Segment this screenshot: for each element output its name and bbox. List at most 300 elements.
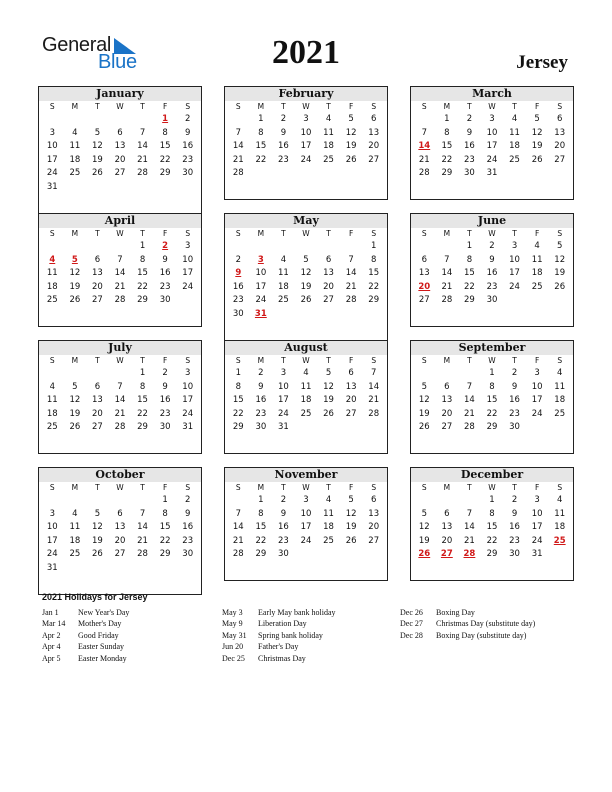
day-cell: 29 <box>486 549 498 559</box>
weekday-header: T <box>326 483 331 492</box>
day-cell: 16 <box>159 395 171 405</box>
month-january <box>38 86 202 214</box>
day-cell: 17 <box>182 395 194 405</box>
day-cell: 3 <box>184 368 191 378</box>
weekday-header: W <box>116 102 124 111</box>
day-cell: 21 <box>232 154 244 165</box>
weekday-header: M <box>443 229 451 238</box>
day-cell: 6 <box>348 368 354 378</box>
day-cell: 7 <box>139 127 146 138</box>
weekday-header: M <box>71 483 79 492</box>
day-cell: 1 <box>139 241 146 251</box>
day-cell: 31 <box>46 181 58 192</box>
day-cell: 16 <box>509 395 520 405</box>
day-cell: 3 <box>534 368 540 378</box>
holiday-day-cell: 27 <box>440 549 453 559</box>
day-cell: 15 <box>441 141 453 151</box>
day-cell: 5 <box>94 127 101 138</box>
day-cell: 23 <box>159 408 171 419</box>
brand-name-blue: Blue <box>98 51 137 73</box>
day-cell: 17 <box>486 141 498 151</box>
day-cell: 26 <box>345 535 357 546</box>
month-grid <box>39 228 201 308</box>
day-cell: 4 <box>325 495 332 505</box>
weekday-header: S <box>371 483 377 492</box>
empty-cell <box>64 367 87 381</box>
day-cell: 22 <box>255 535 267 546</box>
day-cell: 19 <box>92 154 103 165</box>
holiday-row <box>42 630 129 641</box>
weekday-header: S <box>185 229 191 238</box>
day-cell: 12 <box>92 522 103 532</box>
day-cell: 11 <box>69 522 81 532</box>
holiday-date: Dec 26 <box>400 608 423 617</box>
day-cell: 22 <box>486 408 498 419</box>
day-cell: 30 <box>159 422 171 432</box>
month-october <box>38 467 202 595</box>
day-cell: 6 <box>117 127 123 138</box>
weekday-header: M <box>443 102 451 111</box>
day-cell: 1 <box>444 114 450 124</box>
weekday-header: M <box>443 356 451 365</box>
holiday-date: Dec 27 <box>400 619 423 629</box>
day-cell: 15 <box>255 522 267 532</box>
month-december <box>410 467 574 581</box>
day-cell: 30 <box>159 295 171 305</box>
day-cell: 7 <box>466 508 473 519</box>
day-cell: 13 <box>323 268 334 278</box>
holiday-day-cell: 14 <box>418 141 431 151</box>
holiday-name: Liberation Day <box>258 619 307 629</box>
day-cell: 23 <box>278 154 289 165</box>
day-cell: 30 <box>509 422 520 432</box>
month-title: August <box>225 341 387 355</box>
weekday-header: W <box>302 483 310 492</box>
day-cell: 23 <box>509 535 520 546</box>
month-title: April <box>39 214 201 228</box>
day-cell: 21 <box>464 408 475 419</box>
day-cell: 3 <box>534 495 540 505</box>
day-cell: 20 <box>323 281 334 292</box>
day-cell: 14 <box>345 268 357 278</box>
empty-cell <box>413 240 436 254</box>
day-cell: 24 <box>182 408 194 419</box>
holiday-name: Spring bank holiday <box>258 630 323 640</box>
day-cell: 25 <box>46 295 58 305</box>
weekday-header: M <box>257 229 265 238</box>
holiday-day-cell: 25 <box>553 535 566 546</box>
empty-cell <box>250 240 273 254</box>
day-cell: 23 <box>255 408 267 419</box>
day-cell: 30 <box>232 308 244 319</box>
day-cell: 27 <box>114 168 126 178</box>
month-may <box>224 213 388 341</box>
month-title: December <box>411 468 573 482</box>
weekday-header: F <box>534 229 540 238</box>
day-cell: 28 <box>232 549 244 559</box>
day-cell: 7 <box>117 381 123 392</box>
day-cell: 26 <box>69 422 81 432</box>
weekday-header: M <box>257 356 265 365</box>
day-cell: 21 <box>137 535 148 546</box>
weekday-header: S <box>235 356 241 365</box>
day-cell: 16 <box>486 268 498 278</box>
day-cell: 18 <box>323 522 334 532</box>
day-cell: 16 <box>509 522 520 532</box>
day-cell: 11 <box>554 508 566 519</box>
day-cell: 22 <box>464 281 475 292</box>
weekday-header: S <box>185 356 191 365</box>
day-cell: 11 <box>323 127 334 138</box>
day-cell: 9 <box>511 508 518 519</box>
day-cell: 23 <box>278 535 289 546</box>
day-cell: 6 <box>370 495 377 505</box>
month-june <box>410 213 574 327</box>
day-cell: 15 <box>255 141 267 151</box>
weekday-header: M <box>257 483 265 492</box>
day-cell: 8 <box>489 381 495 392</box>
day-cell: 24 <box>531 535 543 546</box>
day-cell: 1 <box>162 495 168 505</box>
day-cell: 11 <box>300 381 312 392</box>
day-cell: 13 <box>441 522 453 532</box>
holiday-date: May 9 <box>222 619 243 629</box>
day-cell: 10 <box>182 381 194 392</box>
day-cell: 24 <box>182 281 194 292</box>
day-cell: 21 <box>345 281 357 292</box>
day-cell: 7 <box>466 381 473 392</box>
empty-cell <box>86 240 109 254</box>
month-grid <box>411 355 573 435</box>
day-cell: 20 <box>368 522 380 532</box>
month-march <box>410 86 574 200</box>
day-cell: 2 <box>489 241 495 251</box>
day-cell: 2 <box>162 368 168 378</box>
day-cell: 27 <box>368 154 380 165</box>
day-cell: 9 <box>162 381 168 392</box>
day-cell: 26 <box>92 168 103 178</box>
weekday-header: T <box>140 356 145 365</box>
day-cell: 18 <box>554 522 566 532</box>
day-cell: 29 <box>464 295 475 305</box>
weekday-header: M <box>71 102 79 111</box>
day-cell: 31 <box>46 562 58 573</box>
day-cell: 21 <box>137 154 148 165</box>
day-cell: 19 <box>345 522 357 532</box>
day-cell: 15 <box>159 522 171 532</box>
weekday-header: S <box>49 483 55 492</box>
holiday-day-cell: 3 <box>257 254 264 265</box>
day-cell: 18 <box>531 268 543 278</box>
day-cell: 4 <box>72 127 78 138</box>
holiday-name: Boxing Day (substitute day) <box>436 630 527 640</box>
day-cell: 30 <box>182 168 194 178</box>
day-cell: 26 <box>554 281 566 292</box>
day-cell: 25 <box>509 154 520 165</box>
weekday-header: S <box>421 229 427 238</box>
day-cell: 31 <box>531 549 543 559</box>
day-cell: 17 <box>531 522 543 532</box>
holiday-day-cell: 2 <box>162 241 169 251</box>
empty-cell <box>109 113 132 127</box>
weekday-header: W <box>116 229 124 238</box>
day-cell: 13 <box>114 522 126 532</box>
day-cell: 14 <box>441 268 453 278</box>
day-cell: 6 <box>444 381 450 392</box>
day-cell: 21 <box>114 408 126 419</box>
empty-cell <box>41 113 64 127</box>
day-cell: 25 <box>278 295 289 305</box>
weekday-header: W <box>116 356 124 365</box>
weekday-header: T <box>512 483 517 492</box>
empty-cell <box>86 113 109 127</box>
weekday-header: W <box>488 483 496 492</box>
holiday-row <box>400 630 535 641</box>
day-cell: 18 <box>323 141 334 151</box>
empty-cell <box>227 113 250 127</box>
empty-cell <box>272 240 295 254</box>
day-cell: 15 <box>486 395 498 405</box>
day-cell: 1 <box>235 368 241 378</box>
day-cell: 23 <box>464 154 475 165</box>
day-cell: 13 <box>345 381 357 392</box>
day-cell: 24 <box>300 535 312 546</box>
day-cell: 9 <box>184 508 191 519</box>
day-cell: 8 <box>370 254 377 265</box>
day-cell: 9 <box>466 127 473 138</box>
day-cell: 11 <box>46 395 58 405</box>
weekday-header: T <box>95 356 100 365</box>
holiday-column <box>42 607 129 664</box>
day-cell: 7 <box>444 254 450 265</box>
day-cell: 12 <box>69 395 81 405</box>
day-cell: 28 <box>345 295 357 305</box>
holiday-column <box>222 607 336 664</box>
holiday-name: Father's Day <box>258 642 299 652</box>
day-cell: 23 <box>486 281 498 292</box>
day-cell: 30 <box>509 549 520 559</box>
month-grid <box>225 228 387 321</box>
day-cell: 16 <box>255 395 267 405</box>
day-cell: 2 <box>258 368 264 378</box>
day-cell: 3 <box>303 114 309 124</box>
day-cell: 6 <box>117 508 123 519</box>
day-cell: 6 <box>444 508 450 519</box>
day-cell: 9 <box>184 127 191 138</box>
day-cell: 13 <box>92 395 103 405</box>
day-cell: 23 <box>182 535 194 546</box>
day-cell: 9 <box>489 254 495 265</box>
day-cell: 3 <box>489 114 495 124</box>
empty-cell <box>458 494 481 508</box>
day-cell: 12 <box>69 268 81 278</box>
day-cell: 26 <box>92 549 103 559</box>
day-cell: 20 <box>345 395 357 405</box>
day-cell: 20 <box>441 535 453 546</box>
day-cell: 5 <box>348 114 354 124</box>
day-cell: 27 <box>418 295 430 305</box>
day-cell: 19 <box>69 408 81 419</box>
empty-cell <box>227 494 250 508</box>
day-cell: 11 <box>69 141 81 151</box>
month-grid <box>225 482 387 562</box>
day-cell: 24 <box>255 295 267 305</box>
day-cell: 4 <box>49 381 55 392</box>
day-cell: 22 <box>255 154 267 165</box>
day-cell: 25 <box>323 154 334 165</box>
day-cell: 11 <box>278 268 289 278</box>
day-cell: 29 <box>137 295 148 305</box>
weekday-header: S <box>557 356 563 365</box>
day-cell: 7 <box>235 127 241 138</box>
holiday-row <box>42 641 129 652</box>
day-cell: 11 <box>323 508 334 519</box>
day-cell: 15 <box>486 522 498 532</box>
empty-cell <box>41 240 64 254</box>
day-cell: 14 <box>464 522 475 532</box>
day-cell: 15 <box>464 268 475 278</box>
weekday-header: M <box>71 229 79 238</box>
empty-cell <box>64 494 87 508</box>
empty-cell <box>86 367 109 381</box>
weekday-header: T <box>467 102 472 111</box>
day-cell: 20 <box>92 281 103 292</box>
weekday-header: T <box>281 229 286 238</box>
day-cell: 2 <box>280 495 287 505</box>
holiday-row <box>42 653 129 664</box>
holiday-date: Apr 2 <box>42 630 61 640</box>
day-cell: 19 <box>418 408 430 419</box>
empty-cell <box>413 113 436 127</box>
day-cell: 13 <box>114 141 126 151</box>
day-cell: 3 <box>511 241 518 251</box>
day-cell: 29 <box>255 549 267 559</box>
holiday-name: Christmas Day <box>258 653 306 663</box>
day-cell: 14 <box>114 395 126 405</box>
day-cell: 16 <box>232 281 244 292</box>
day-cell: 4 <box>303 368 309 378</box>
weekday-header: T <box>326 102 331 111</box>
day-cell: 15 <box>368 268 380 278</box>
day-cell: 19 <box>418 535 430 546</box>
weekday-header: S <box>371 229 377 238</box>
day-cell: 16 <box>182 522 194 532</box>
day-cell: 10 <box>300 127 312 138</box>
day-cell: 1 <box>139 368 146 378</box>
empty-cell <box>109 367 132 381</box>
month-grid <box>39 355 201 435</box>
weekday-header: T <box>512 229 517 238</box>
day-cell: 21 <box>418 154 430 165</box>
day-cell: 19 <box>300 281 312 292</box>
day-cell: 22 <box>368 281 380 292</box>
empty-cell <box>436 367 459 381</box>
day-cell: 12 <box>92 141 103 151</box>
holiday-name: Mother's Day <box>78 619 122 629</box>
day-cell: 19 <box>531 141 543 151</box>
holiday-day-cell: 1 <box>162 114 169 124</box>
holidays-title: 2021 Holidays for Jersey <box>42 592 148 602</box>
holiday-date: Jun 20 <box>222 642 244 652</box>
empty-cell <box>41 494 64 508</box>
day-cell: 10 <box>509 254 520 265</box>
day-cell: 15 <box>159 141 171 151</box>
day-cell: 25 <box>69 168 81 178</box>
empty-cell <box>109 240 132 254</box>
holiday-day-cell: 9 <box>235 268 242 278</box>
day-cell: 8 <box>162 127 168 138</box>
weekday-header: F <box>534 102 540 111</box>
day-cell: 7 <box>139 508 146 519</box>
weekday-header: S <box>49 356 55 365</box>
holiday-date: Dec 25 <box>222 653 245 663</box>
weekday-header: M <box>71 356 79 365</box>
day-cell: 11 <box>554 381 566 392</box>
day-cell: 12 <box>418 522 430 532</box>
weekday-header: T <box>140 102 145 111</box>
day-cell: 5 <box>94 508 101 519</box>
weekday-header: T <box>140 483 145 492</box>
weekday-header: T <box>281 356 286 365</box>
day-cell: 17 <box>300 522 312 532</box>
month-grid <box>411 101 573 181</box>
month-august <box>224 340 388 454</box>
day-cell: 27 <box>92 422 103 432</box>
day-cell: 24 <box>46 549 58 559</box>
month-title: May <box>225 214 387 228</box>
day-cell: 12 <box>345 127 357 138</box>
day-cell: 25 <box>300 408 312 419</box>
day-cell: 22 <box>441 154 453 165</box>
day-cell: 28 <box>441 295 453 305</box>
day-cell: 20 <box>554 141 566 151</box>
day-cell: 4 <box>556 495 563 505</box>
day-cell: 8 <box>444 127 450 138</box>
day-cell: 17 <box>46 535 58 546</box>
weekday-header: S <box>185 102 191 111</box>
empty-cell <box>295 240 318 254</box>
day-cell: 3 <box>49 127 55 138</box>
weekday-header: W <box>488 102 496 111</box>
holiday-date: May 3 <box>222 608 243 617</box>
day-cell: 8 <box>139 254 146 265</box>
weekday-header: W <box>302 229 310 238</box>
day-cell: 28 <box>464 422 475 432</box>
empty-cell <box>413 367 436 381</box>
day-cell: 5 <box>348 495 354 505</box>
day-cell: 24 <box>300 154 312 165</box>
day-cell: 10 <box>255 268 267 278</box>
month-title: September <box>411 341 573 355</box>
day-cell: 15 <box>232 395 244 405</box>
day-cell: 25 <box>323 535 334 546</box>
day-cell: 10 <box>531 381 543 392</box>
day-cell: 7 <box>117 254 123 265</box>
day-cell: 26 <box>323 408 334 419</box>
day-cell: 28 <box>137 168 148 178</box>
weekday-header: T <box>467 356 472 365</box>
day-cell: 23 <box>232 295 244 305</box>
empty-cell <box>340 240 363 254</box>
day-cell: 10 <box>300 508 312 519</box>
empty-cell <box>131 494 154 508</box>
day-cell: 2 <box>511 495 518 505</box>
day-cell: 9 <box>162 254 168 265</box>
day-cell: 24 <box>486 154 498 165</box>
day-cell: 14 <box>464 395 475 405</box>
day-cell: 1 <box>466 241 473 251</box>
day-cell: 30 <box>278 549 289 559</box>
